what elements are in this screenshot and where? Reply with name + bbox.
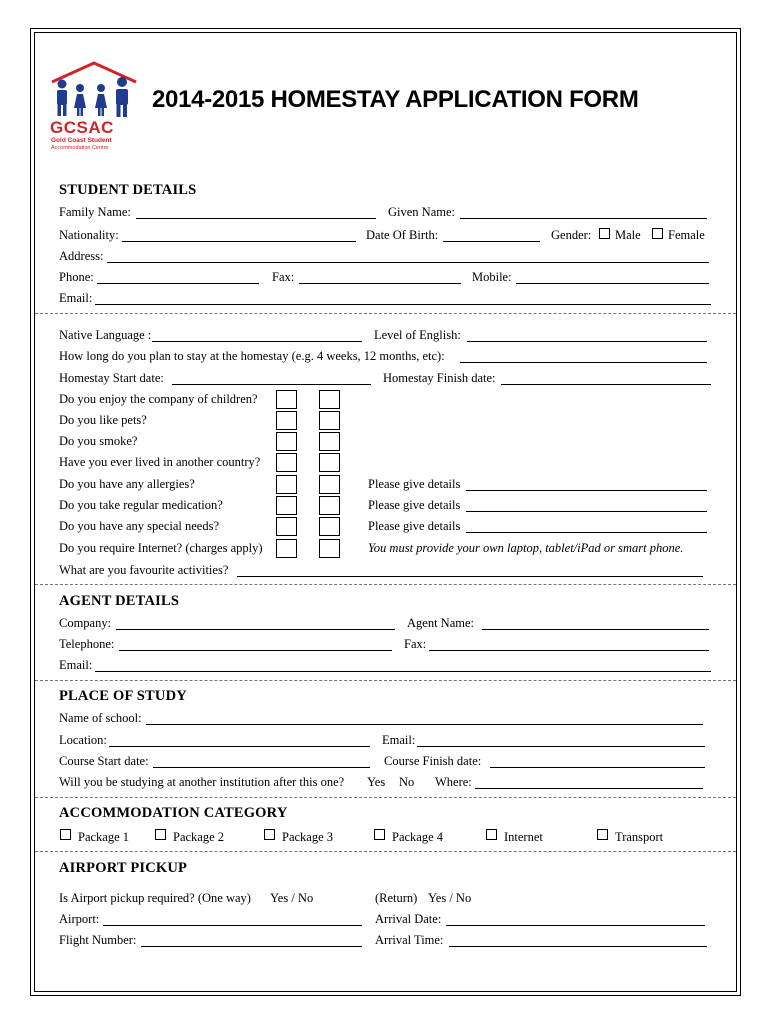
nationality-label: Nationality: — [59, 228, 119, 242]
study-email-label: Email: — [382, 733, 416, 747]
laptop-note: You must provide your own laptop, tablet/iPad or smart phone. — [368, 541, 684, 555]
dob-field[interactable] — [443, 241, 540, 242]
dob-label: Date Of Birth: — [366, 228, 439, 242]
q-smoke-no-box[interactable] — [319, 432, 340, 451]
logo-line1: Gold Coast Student — [51, 137, 112, 144]
q-pets-label: Do you like pets? — [59, 413, 147, 427]
accommodation-heading: ACCOMMODATION CATEGORY — [59, 805, 288, 821]
native-language-field[interactable] — [152, 341, 362, 342]
q-medication-no-box[interactable] — [319, 496, 340, 515]
q-lived-label: Have you ever lived in another country? — [59, 455, 261, 469]
package-2-label: Package 2 — [173, 830, 225, 844]
level-english-field[interactable] — [467, 341, 707, 342]
school-field[interactable] — [146, 724, 703, 725]
course-finish-label: Course Finish date: — [384, 754, 482, 768]
female-label: Female — [668, 228, 705, 242]
q-allergies-yes-box[interactable] — [276, 475, 297, 494]
place-of-study-heading: PLACE OF STUDY — [59, 688, 187, 704]
location-label: Location: — [59, 733, 107, 747]
male-checkbox[interactable] — [599, 228, 610, 239]
q-needs-yes-box[interactable] — [276, 517, 297, 536]
divider — [35, 680, 736, 681]
q-children-label: Do you enjoy the company of children? — [59, 392, 258, 406]
male-label: Male — [615, 228, 641, 242]
q-smoke-yes-box[interactable] — [276, 432, 297, 451]
airport-label: Airport: — [59, 912, 100, 926]
package-1-label: Package 1 — [78, 830, 130, 844]
q-medication-yes-box[interactable] — [276, 496, 297, 515]
phone-label: Phone: — [59, 270, 94, 284]
finish-date-label: Homestay Finish date: — [383, 371, 496, 385]
q-internet-no-box[interactable] — [319, 539, 340, 558]
agent-name-field[interactable] — [482, 629, 709, 630]
allergies-details-label: Please give details — [368, 477, 461, 491]
q-pets-yes-box[interactable] — [276, 411, 297, 430]
fax-label: Fax: — [272, 270, 295, 284]
transport-label: Transport — [615, 830, 664, 844]
where-label: Where: — [435, 775, 472, 789]
school-label: Name of school: — [59, 711, 142, 725]
family-name-field[interactable] — [136, 218, 376, 219]
another-yes[interactable]: Yes — [367, 775, 386, 789]
agent-email-label: Email: — [59, 658, 93, 672]
package-2-checkbox[interactable] — [155, 829, 166, 840]
airport-pickup-heading: AIRPORT PICKUP — [59, 860, 188, 876]
start-date-label: Homestay Start date: — [59, 371, 164, 385]
q-allergies-label: Do you have any allergies? — [59, 477, 195, 491]
address-label: Address: — [59, 249, 104, 263]
transport-checkbox[interactable] — [597, 829, 608, 840]
divider — [35, 313, 736, 314]
flight-number-label: Flight Number: — [59, 933, 137, 947]
another-institution-label: Will you be studying at another institution after this one? — [59, 775, 345, 789]
telephone-field[interactable] — [119, 650, 392, 651]
email-field[interactable] — [95, 304, 711, 305]
another-no[interactable]: No — [399, 775, 415, 789]
agent-fax-label: Fax: — [404, 637, 427, 651]
activities-label: What are you favourite activities? — [59, 563, 229, 577]
student-details-heading: STUDENT DETAILS — [59, 182, 197, 198]
package-1-checkbox[interactable] — [60, 829, 71, 840]
agent-name-label: Agent Name: — [407, 616, 474, 630]
fax-field[interactable] — [299, 283, 461, 284]
finish-date-field[interactable] — [501, 384, 711, 385]
divider — [35, 797, 736, 798]
company-field[interactable] — [116, 629, 395, 630]
course-start-field[interactable] — [153, 767, 370, 768]
gender-label: Gender: — [551, 228, 592, 242]
q-children-no-box[interactable] — [319, 390, 340, 409]
package-4-label: Package 4 — [392, 830, 444, 844]
agent-fax-field[interactable] — [429, 650, 709, 651]
pickup-required-label: Is Airport pickup required? (One way) — [59, 891, 251, 905]
internet-label: Internet — [504, 830, 543, 844]
divider — [35, 851, 736, 852]
q-internet-yes-box[interactable] — [276, 539, 297, 558]
package-3-label: Package 3 — [282, 830, 334, 844]
mobile-field[interactable] — [516, 283, 709, 284]
course-start-label: Course Start date: — [59, 754, 149, 768]
q-pets-no-box[interactable] — [319, 411, 340, 430]
medication-details-field[interactable] — [466, 511, 707, 512]
family-name-label: Family Name: — [59, 205, 131, 219]
mobile-label: Mobile: — [472, 270, 512, 284]
gcsac-logo — [48, 60, 140, 152]
needs-details-label: Please give details — [368, 519, 461, 533]
q-allergies-no-box[interactable] — [319, 475, 340, 494]
logo-line2: Accommodation Centre — [51, 145, 109, 151]
needs-details-field[interactable] — [466, 532, 707, 533]
return-yes-no[interactable]: Yes / No — [428, 891, 472, 905]
q-smoke-label: Do you smoke? — [59, 434, 138, 448]
allergies-details-field[interactable] — [466, 490, 707, 491]
one-way-yes-no[interactable]: Yes / No — [270, 891, 314, 905]
address-field[interactable] — [107, 262, 709, 263]
course-finish-field[interactable] — [490, 767, 705, 768]
stay-length-label: How long do you plan to stay at the homestay (e.g. 4 weeks, 12 months, etc): — [59, 349, 445, 363]
female-checkbox[interactable] — [652, 228, 663, 239]
given-name-label: Given Name: — [388, 205, 455, 219]
logo-name: GCSAC — [50, 118, 114, 137]
package-4-checkbox[interactable] — [374, 829, 385, 840]
page-title: 2014-2015 HOMESTAY APPLICATION FORM — [152, 86, 639, 113]
q-needs-label: Do you have any special needs? — [59, 519, 220, 533]
company-label: Company: — [59, 616, 112, 630]
q-children-yes-box[interactable] — [276, 390, 297, 409]
package-3-checkbox[interactable] — [264, 829, 275, 840]
divider — [35, 584, 736, 585]
arrival-time-field[interactable] — [449, 946, 707, 947]
location-field[interactable] — [109, 746, 370, 747]
arrival-time-label: Arrival Time: — [375, 933, 444, 947]
start-date-field[interactable] — [172, 384, 371, 385]
arrival-date-label: Arrival Date: — [375, 912, 442, 926]
agent-details-heading: AGENT DETAILS — [59, 593, 180, 609]
phone-field[interactable] — [97, 283, 259, 284]
study-email-field[interactable] — [417, 746, 705, 747]
q-lived-no-box[interactable] — [319, 453, 340, 472]
telephone-label: Telephone: — [59, 637, 115, 651]
q-internet-label: Do you require Internet? (charges apply) — [59, 541, 263, 555]
given-name-field[interactable] — [460, 218, 707, 219]
agent-email-field[interactable] — [95, 671, 711, 672]
flight-number-field[interactable] — [141, 946, 362, 947]
activities-field[interactable] — [237, 576, 703, 577]
stay-length-field[interactable] — [460, 362, 707, 363]
nationality-field[interactable] — [122, 241, 356, 242]
q-lived-yes-box[interactable] — [276, 453, 297, 472]
airport-field[interactable] — [103, 925, 362, 926]
return-label: (Return) — [375, 891, 418, 905]
arrival-date-field[interactable] — [446, 925, 705, 926]
q-medication-label: Do you take regular medication? — [59, 498, 223, 512]
q-needs-no-box[interactable] — [319, 517, 340, 536]
level-english-label: Level of English: — [374, 328, 461, 342]
family-house-icon — [48, 60, 140, 122]
email-label: Email: — [59, 291, 93, 305]
internet-checkbox[interactable] — [486, 829, 497, 840]
native-language-label: Native Language : — [59, 328, 152, 342]
where-field[interactable] — [475, 788, 703, 789]
medication-details-label: Please give details — [368, 498, 461, 512]
